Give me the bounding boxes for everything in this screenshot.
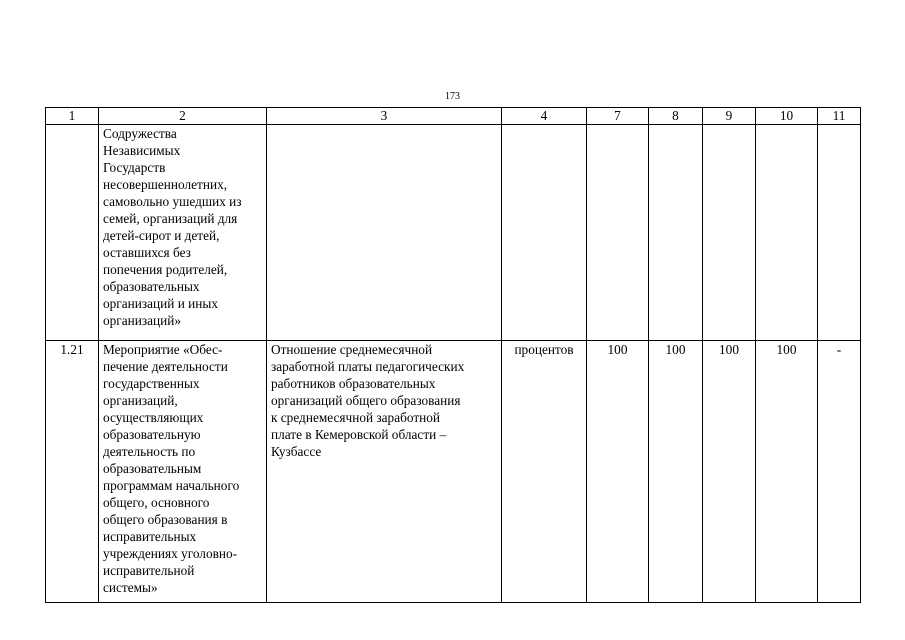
- measure-name-line: печение деятельности: [103, 359, 228, 374]
- value-cell: 100: [756, 341, 818, 603]
- column-header: 2: [99, 108, 267, 125]
- measure-name-line: государственных: [103, 376, 200, 391]
- measure-name-line: образовательным: [103, 461, 202, 476]
- measure-name-line: образовательную: [103, 427, 201, 442]
- indicator-line: Кузбассе: [271, 444, 322, 459]
- column-header: 3: [267, 108, 502, 125]
- column-header: 8: [649, 108, 703, 125]
- value-cell: [649, 125, 703, 341]
- value-cell: -: [818, 341, 861, 603]
- measure-name-line: осуществляющих: [103, 410, 204, 425]
- indicator-line: к среднемесячной заработной: [271, 410, 441, 425]
- unit-cell: [502, 125, 587, 341]
- indicator-line: Отношение среднемесячной: [271, 342, 433, 357]
- row-number-cell: [46, 125, 99, 341]
- measure-name-cell: [99, 341, 267, 603]
- value-cell: [703, 125, 756, 341]
- table-header-row: [46, 108, 861, 125]
- measure-name-line: Мероприятие «Обес-: [103, 342, 223, 357]
- measure-name-line: деятельность по: [103, 444, 196, 459]
- measure-name-line: Государств: [103, 160, 166, 175]
- value-cell: [587, 125, 649, 341]
- measure-name-line: Содружества: [103, 126, 177, 141]
- indicator-line: заработной платы педагогических: [271, 359, 465, 374]
- measure-name-line: самовольно ушедших из: [103, 194, 242, 209]
- column-header: 9: [703, 108, 756, 125]
- indicator-cell: [267, 341, 502, 603]
- measure-name-line: образовательных: [103, 279, 200, 294]
- data-table: [45, 107, 861, 603]
- table-row: [46, 341, 861, 603]
- measure-name-line: системы»: [103, 580, 158, 595]
- measure-name-line: учреждениях уголовно-: [103, 546, 238, 561]
- measure-name-line: организаций и иных: [103, 296, 218, 311]
- page-number: 173: [445, 91, 460, 102]
- measure-name-line: программам начального: [103, 478, 240, 493]
- row-number-cell: 1.21: [46, 341, 99, 603]
- measure-name-line: семей, организаций для: [103, 211, 238, 226]
- measure-name-line: Независимых: [103, 143, 181, 158]
- measure-name-line: несовершеннолетних,: [103, 177, 228, 192]
- indicator-line: плате в Кемеровской области –: [271, 427, 447, 442]
- measure-name-line: организаций,: [103, 393, 178, 408]
- measure-name-line: общего образования в: [103, 512, 228, 527]
- table-row: [46, 125, 861, 341]
- measure-name-line: общего, основного: [103, 495, 210, 510]
- measure-name-line: оставшихся без: [103, 245, 191, 260]
- column-header: 7: [587, 108, 649, 125]
- measure-name-cell: [99, 125, 267, 341]
- column-header: 4: [502, 108, 587, 125]
- measure-name-line: попечения родителей,: [103, 262, 228, 277]
- value-cell: 100: [587, 341, 649, 603]
- value-cell: [818, 125, 861, 341]
- value-cell: [756, 125, 818, 341]
- column-header: 10: [756, 108, 818, 125]
- measure-name-line: исправительной: [103, 563, 195, 578]
- value-cell: 100: [649, 341, 703, 603]
- value-cell: 100: [703, 341, 756, 603]
- indicator-cell: [267, 125, 502, 341]
- indicator-line: организаций общего образования: [271, 393, 461, 408]
- unit-cell: процентов: [502, 341, 587, 603]
- indicator-line: работников образовательных: [271, 376, 436, 391]
- measure-name-line: исправительных: [103, 529, 197, 544]
- measure-name-line: организаций»: [103, 313, 182, 328]
- column-header: 1: [46, 108, 99, 125]
- measure-name-line: детей-сирот и детей,: [103, 228, 220, 243]
- column-header: 11: [818, 108, 861, 125]
